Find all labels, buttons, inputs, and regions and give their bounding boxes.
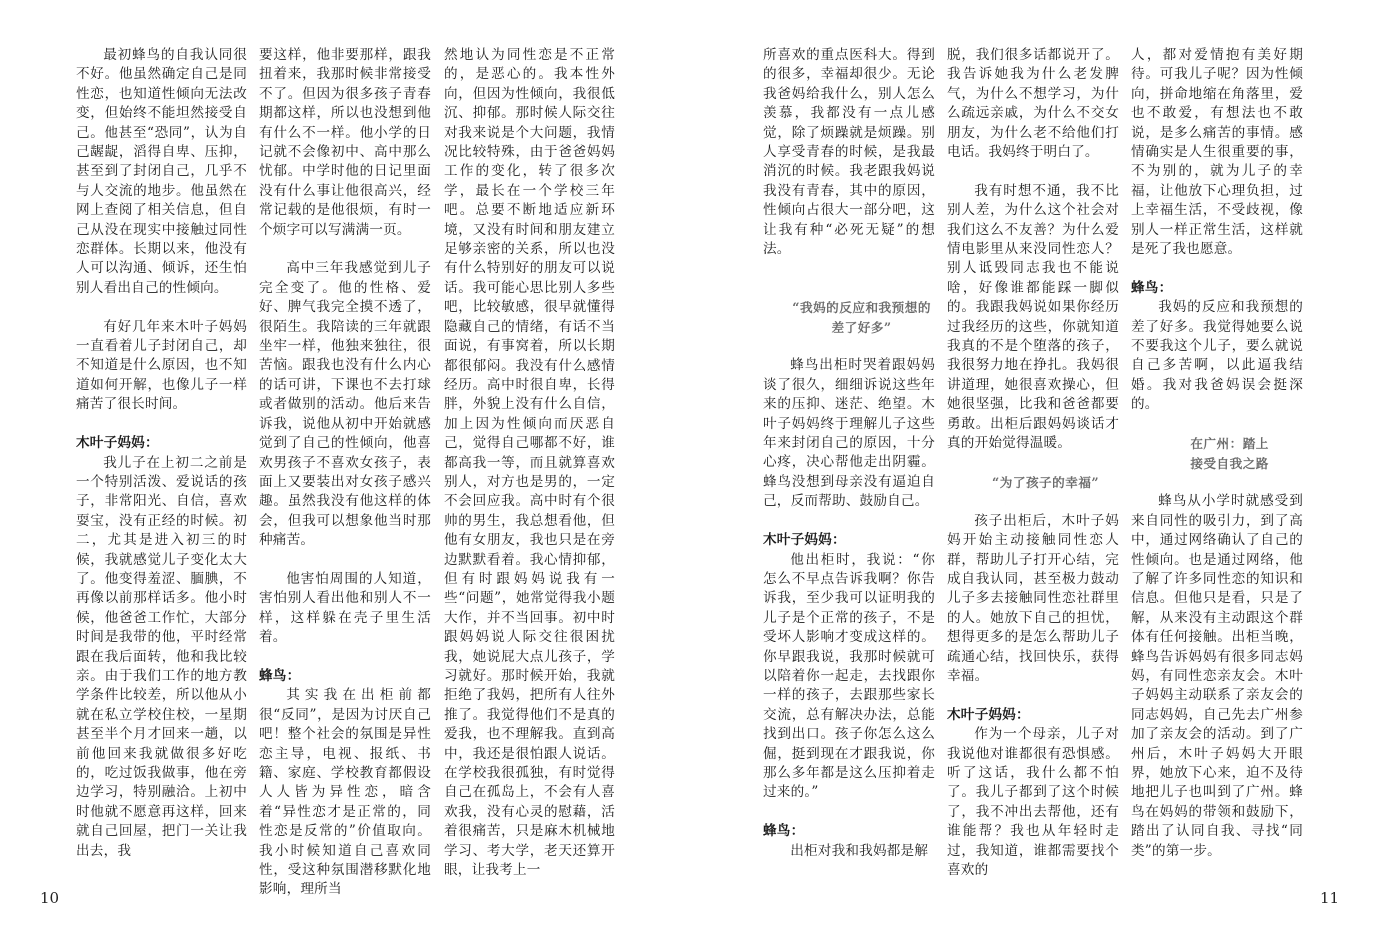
speaker-heading: 蜂鸟：	[763, 823, 805, 840]
paragraph: 最初蜂鸟的自我认同很不好。他虽然确定自己是同性恋，也知道性倾向无法改变，但始终不能坦然接受自己。他甚至“恐同”，认为自己龌龊，滔得自卑、压抑，甚至到了封闭自己，几乎不与人交流的地步。他虽然在网上查阅了相关信息，但自己从没在现实中接触过同性恋群体。长期以来，他没有人可以沟通、倾诉，还生怕别人看出自己的性倾向。	[76, 47, 247, 296]
page-number-right: 11	[1320, 889, 1340, 907]
page-number-left: 10	[40, 889, 60, 907]
left-page-column-1	[76, 46, 247, 876]
section-subtitle: 接受自我之路	[1190, 455, 1269, 471]
paragraph: 我有时想不通，我不比别人差，为什么这个社会对我们这么不友善？为什么爱情电影里从来没同性恋人？别人诋毁同志我也不能说啥，好像谁都能踩一脚似的。我跟我妈说如果你经历过我经历的这些，你就知道我真的不是个堕落的孩子，我很努力地在挣扎。我妈很讲道理，她很喜欢操心，但她很坚强，比我和爸爸都要勇敢。出柜后跟妈妈谈话才真的开始觉得温暖。	[947, 182, 1119, 452]
speaker-heading: 木叶子妈妈：	[763, 532, 846, 549]
speaker-heading: 蜂鸟：	[259, 667, 301, 684]
paragraph: 其实我在出柜前都很“反同”，是因为讨厌自己吧！整个社会的氛围是异性恋主导，电视、报纸、书籍、家庭、学校教育都假设人人皆为异性恋，暗含着“异性恋才是正常的，同性恋是反常的”价值取向。我小时候知道自己喜欢同性，受这种氛围潜移默化地影响，理所当	[259, 687, 431, 898]
paragraph: 作为一个母亲，儿子对我说他对谁都很有恐惧感。听了这话，我什么都不怕了。我儿子都到了这个时候了，我不冲出去帮他，还有谁能帮？我也从年轻时走过，我知道，谁都需要找个喜欢的	[947, 726, 1119, 878]
paragraph: 我妈的反应和我预想的差了好多。我觉得她要么说不要我这个儿子，要么就说自己多苦啊，以此逼我结婚。我对我爸妈误会挺深的。	[1131, 299, 1303, 413]
paragraph: 有好几年来木叶子妈妈一直看着儿子封闭自己，却不知道是什么原因，也不知道如何开解，也像儿子一样痛苦了很长时间。	[76, 318, 247, 413]
speaker-heading: 蜂鸟：	[1131, 279, 1173, 296]
paragraph: 蜂鸟从小学时就感受到来自同性的吸引力，到了高中，通过网络确认了自己的性倾向。也是通过网络，他了解了许多同性恋的知识和信息。但他只是看，只是了解，从来没有主动跟这个群体有任何接触。出柜当晚，蜂鸟告诉妈妈有很多同志妈妈，有同性恋亲友会。木叶子妈妈主动联系了亲友会的同志妈妈，自己先去广州参加了亲友会的活动。到了广州后，木叶子妈妈大开眼界，她放下心来，迫不及待地把儿子也叫到了广州。蜂鸟在妈妈的带领和鼓励下，踏出了认同自我、寻找“同类”的第一步。	[1131, 493, 1303, 859]
paragraph: 出柜对我和我妈都是解	[790, 842, 929, 859]
paragraph: 然地认为同性恋是不正常的，是恶心的。我本性外向，但因为性倾向，我很低沉、抑郁。那时候人际交往对我来说是个大问题，我情况比较特殊，由于爸爸妈妈工作的变化，转了很多次学，最长在一个学校三年吧。总要不断地适应新环境，又没有时间和朋友建立足够亲密的关系，所以也没有什么特别好的朋友可以说话。我可能心思比别人多些吧，比较敏感，很早就懂得隐藏自己的情绪，有话不当面说，有事窝着，所以长期都很郁闷。我没有什么感情经历。高中时很自卑，长得胖，外貌上没有什么自信，加上因为性倾向而厌恶自己，觉得自己哪都不好，谁都高我一等，而且就算喜欢别人，对方也是男的，一定不会回应我。高中时有个很帅的男生，我总想看他，但他有女朋友，我也只是在旁边默默看着。我心情抑郁，但有时跟妈妈说我有一些“问题”，她常觉得我小题大作，并不当回事。初中时跟妈妈说人际交往很困扰我，她说屁大点儿孩子，学习就好。那时候开始，我就拒绝了我妈，把所有人往外推了。我觉得他们不是真的爱我，也不理解我。直到高中，我还是很怕跟人说话。在学校我很孤独，有时觉得自己在孤岛上，不会有人喜欢我，没有心灵的慰藉，活着很痛苦，只是麻木机械地学习、考大学，老天还算开眼，让我考上一	[444, 47, 615, 879]
speaker-heading: 木叶子妈妈：	[947, 706, 1030, 723]
section-subtitle: “我妈的反应和我预想的	[792, 300, 931, 316]
right-page-column-2	[947, 46, 1119, 876]
section-subtitle: 差了好多”	[831, 319, 892, 335]
right-page-column-1	[763, 46, 935, 876]
paragraph: 他出柜时，我说：“你怎么不早点告诉我啊？你告诉我，至少我可以证明我的儿子是个正常的孩子，不是受坏人影响才变成这样的。你早跟我说，我那时候就可以陪着你一起走，去找跟你一样的孩子，去跟那些家长交流，总有解决办法，总能找到出口。孩子你怎么这么倔，挺到现在才跟我说，你那么多年都是这么压抑着走过来的。”	[763, 551, 935, 801]
paragraph: 脱，我们很多话都说开了。我告诉她我为什么老发脾气，为什么不想学习，为什么疏远亲戚，为什么不交女朋友，为什么老不给他们打电话。我妈终于明白了。	[947, 47, 1119, 161]
section-subtitle: “为了孩子的幸福”	[992, 474, 1100, 490]
paragraph: 高中三年我感觉到儿子完全变了。他的性格、爱好、脾气我完全摸不透了，很陌生。我陪读的三年就跟坐牢一样，他独来独往，很苦恼。跟我也没有什么内心的话可讲，下课也不去打球或者做别的活动。他后来告诉我，说他从初中开始就感觉到了自己的性倾向，他喜欢男孩子不喜欢女孩子，表面上又要装出对女孩子感兴趣。虽然我没有他这样的体会，但我可以想象他当时那种痛苦。	[259, 260, 431, 549]
paragraph: 人，都对爱情抱有美好期待。可我儿子呢？因为性倾向，拼命地缩在角落里，爱也不敢爱，有想法也不敢说，是多么痛苦的事情。感情确实是人生很重要的事，不为别的，就为儿子的幸福，让他放下心理负担，过上幸福生活，不受歧视，像别人一样正常生活，这样就是死了我也愿意。	[1131, 47, 1303, 258]
paragraph: 要这样，他非要那样，跟我扭着来，我那时候非常接受不了。但因为很多孩子青春期都这样，所以也没想到他有什么不一样。他小学的日记就不会像初中、高中那么忧郁。中学时他的日记里面没有什么事让他很高兴，经常记载的是他很烦，有时一个烦字可以写满满一页。	[259, 47, 431, 238]
paragraph: 所喜欢的重点医科大。得到的很多，幸福却很少。无论我爸妈给我什么，别人怎么羡慕，我都没有一点儿感觉，除了烦躁就是烦躁。别人享受青春的时候，是我最消沉的时候。我老跟我妈说我没有青春，其中的原因，性倾向占很大一部分吧，这让我有种“必死无疑”的想法。	[763, 47, 935, 258]
section-subtitle: 在广州：踏上	[1190, 436, 1269, 452]
paragraph: 蜂鸟出柜时哭着跟妈妈谈了很久，细细诉说这些年来的压抑、迷茫、绝望。木叶子妈妈终于理解儿子这些年来封闭自己的原因，十分心疼，决心帮他走出阴霾。蜂鸟没想到母亲没有逼迫自己，反而帮助、鼓励自己。	[763, 357, 935, 510]
left-page-column-3	[444, 46, 615, 879]
paragraph: 我儿子在上初二之前是一个特别活泼、爱说话的孩子，非常阳光、自信，喜欢耍宝，没有正经的时候。初二，尤其是进入初三的时候，我就感觉儿子变化太大了。他变得羞涩、腼腆，不再像以前那样话多。他小时候，他爸爸工作忙，大部分时间是我带的他，平时经常跟在我后面转，他和我比较亲。由于我们工作的地方教学条件比较差，所以他从小就在私立学校住校，一星期甚至半个月才回来一趟，以前他回来我就做很多好吃的，吃过饭我做事，他在旁边学习，特别融洽。上初中时他就不愿意再这样，回来就自己回屋，把门一关让我出去，我	[76, 454, 247, 859]
paragraph: 孩子出柜后，木叶子妈妈开始主动接触同性恋人群，帮助儿子打开心结，完成自我认同，甚至极力鼓动儿子多去接触同性恋社群里的人。她放下自己的担忧，想得更多的是怎么帮助儿子疏通心结，找回快乐，获得幸福。	[947, 512, 1119, 684]
right-page-column-3	[1131, 46, 1303, 876]
speaker-heading: 木叶子妈妈：	[76, 435, 159, 452]
paragraph: 他害怕周围的人知道，害怕别人看出他和别人不一样，这样躲在壳子里生活着。	[259, 570, 431, 646]
left-page-column-2	[259, 46, 431, 898]
